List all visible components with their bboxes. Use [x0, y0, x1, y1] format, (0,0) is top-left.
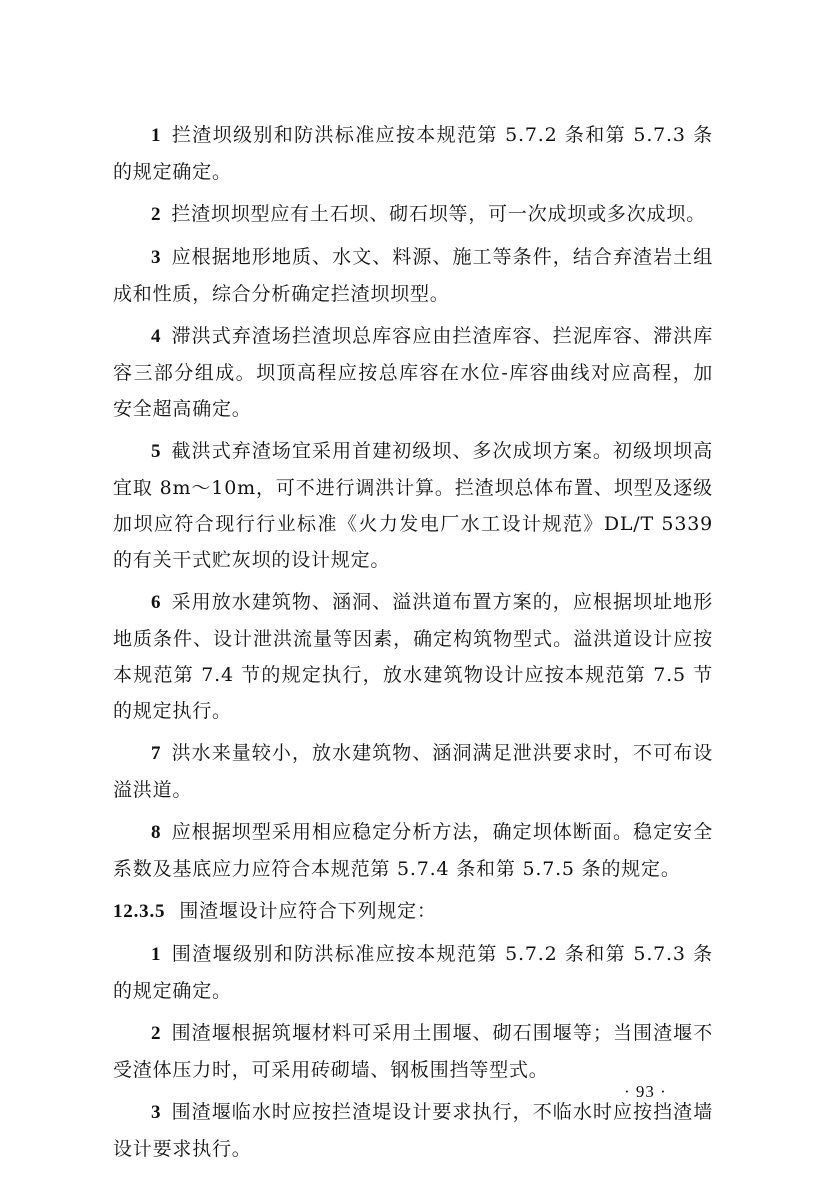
item-number: 1: [151, 944, 162, 965]
page-body: [113, 117, 713, 1173]
list-item: [113, 433, 713, 578]
item-text: 应根据坝型采用相应稳定分析方法，确定坝体断面。稳定安全系数及基底应力应符合本规范第 5.7.4 条和第 5.7.5 条的规定。: [113, 821, 713, 880]
item-text: 滞洪式弃渣场拦渣坝总库容应由拦渣库容、拦泥库容、滞洪库容三部分组成。坝顶高程应按总库容在水位-库容曲线对应高程，加安全超高确定。: [113, 325, 713, 420]
item-number: 5: [151, 441, 162, 462]
item-number: 7: [151, 743, 162, 764]
clause-text: 围渣堰设计应符合下列规定：: [179, 900, 437, 922]
item-text: 洪水来量较小，放水建筑物、涵洞满足泄洪要求时，不可布设溢洪道。: [113, 742, 713, 801]
item-number: 1: [151, 125, 162, 146]
item-text: 围渣堰临水时应按拦渣堤设计要求执行，不临水时应按挡渣墙设计要求执行。: [113, 1101, 713, 1160]
item-number: 3: [151, 1102, 162, 1123]
item-text: 采用放水建筑物、涵洞、溢洪道布置方案的，应根据坝址地形地质条件、设计泄洪流量等因素，确定构筑物型式。溢洪道设计应按本规范第 7.4 节的规定执行，放水建筑物设计应按本规范第 7.5 节的规定执行。: [113, 591, 713, 722]
list-item: [113, 318, 713, 427]
list-item: [113, 1094, 713, 1167]
item-number: 4: [151, 326, 162, 347]
list-item: [113, 196, 713, 233]
item-text: 应根据地形地质、水文、料源、施工等条件，结合弃渣岩土组成和性质，综合分析确定拦渣坝坝型。: [113, 246, 713, 305]
list-item: [113, 584, 713, 729]
clause-heading: [113, 893, 713, 930]
list-item: [113, 239, 713, 312]
item-text: 围渣堰根据筑堰材料可采用土围堰、砌石围堰等；当围渣堰不受渣体压力时，可采用砖砌墙、钢板围挡等型式。: [113, 1022, 713, 1081]
item-number: 6: [151, 592, 162, 613]
item-text: 围渣堰级别和防洪标准应按本规范第 5.7.2 条和第 5.7.3 条的规定确定。: [113, 943, 713, 1002]
item-text: 拦渣坝坝型应有土石坝、砌石坝等，可一次成坝或多次成坝。: [171, 203, 706, 225]
item-number: 8: [151, 822, 162, 843]
item-text: 截洪式弃渣场宜采用首建初级坝、多次成坝方案。初级坝坝高宜取 8m～10m，可不进行调洪计算。拦渣坝总体布置、坝型及逐级加坝应符合现行行业标准《火力发电厂水工设计规范》DL/T 5339 的有关干式贮灰坝的设计规定。: [113, 440, 713, 571]
list-item: [113, 814, 713, 887]
item-text: 拦渣坝级别和防洪标准应按本规范第 5.7.2 条和第 5.7.3 条的规定确定。: [113, 124, 713, 183]
clause-number: 12.3.5: [113, 901, 166, 922]
item-number: 2: [151, 1023, 162, 1044]
list-item: [113, 117, 713, 190]
page-number: · 93 ·: [624, 1082, 667, 1101]
list-item: [113, 936, 713, 1009]
list-item: [113, 1015, 713, 1088]
list-item: [113, 735, 713, 808]
item-number: 3: [151, 247, 162, 268]
item-number: 2: [151, 204, 162, 225]
